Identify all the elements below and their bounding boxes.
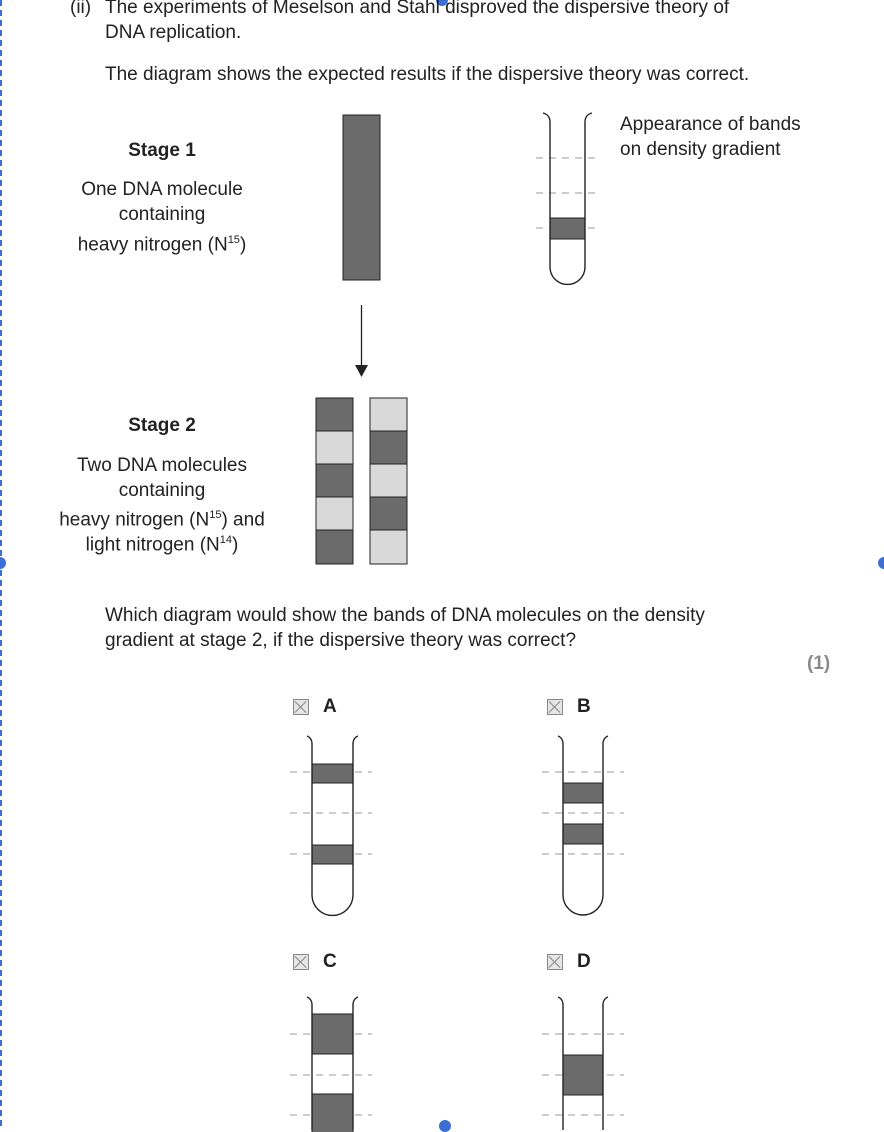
stage2-desc-2: containing <box>118 480 206 501</box>
question-number: (ii) <box>70 0 92 18</box>
option-a-checkbox[interactable] <box>293 699 309 715</box>
stage-arrow-head <box>355 365 368 377</box>
prompt-line-2: gradient at stage 2, if the dispersive theory was correct? <box>105 630 577 651</box>
option-a-band <box>312 845 353 864</box>
stage1-desc-1: One DNA molecule <box>81 179 243 200</box>
option-d-band <box>563 1055 603 1095</box>
option-b-band <box>563 824 603 844</box>
option-c[interactable] <box>293 951 337 973</box>
stage1-title: Stage 1 <box>128 140 196 161</box>
stage2-desc-4: light nitrogen $(N^{14})$ <box>85 534 239 556</box>
stage2-molecule-left <box>316 398 353 564</box>
stage2-molecule-right <box>370 398 407 564</box>
option-b-letter: B <box>577 696 591 717</box>
option-c-checkbox[interactable] <box>293 954 309 970</box>
stage2-title: Stage 2 <box>128 415 196 436</box>
stage1-dna-heavy-strand <box>343 115 380 280</box>
question-line-1: The experiments of Meselson and Stahl disproved the dispersive theory of <box>105 0 730 18</box>
selection-handle[interactable] <box>0 557 6 569</box>
stage2-desc-3: heavy nitrogen $(N^{15})$ and <box>59 509 265 531</box>
option-a-band <box>312 764 353 783</box>
selection-handle[interactable] <box>439 1120 451 1132</box>
option-b[interactable] <box>547 696 591 718</box>
diagram-intro: The diagram shows the expected results if the dispersive theory was correct. <box>105 64 750 85</box>
option-c-band <box>312 1014 353 1054</box>
prompt-line-1: Which diagram would show the bands of DNA molecules on the density <box>105 605 705 626</box>
option-d-letter: D <box>577 951 591 972</box>
option-c-band <box>312 1094 353 1132</box>
stage1-desc-2: containing <box>118 204 206 225</box>
option-d[interactable] <box>547 951 591 973</box>
option-b-checkbox[interactable] <box>547 699 563 715</box>
option-a-letter: A <box>323 696 337 717</box>
option-d-checkbox[interactable] <box>547 954 563 970</box>
gradient-label-1: Appearance of bands <box>620 114 801 135</box>
question-line-2: DNA replication. <box>105 22 242 43</box>
gradient-label-2: on density gradient <box>620 139 781 160</box>
selection-handle[interactable] <box>878 557 884 569</box>
option-b-band <box>563 783 603 803</box>
option-c-letter: C <box>323 951 337 972</box>
stage2-desc-1: Two DNA molecules <box>76 455 247 476</box>
stage1-desc-3: heavy nitrogen $(N^{15})$ <box>77 234 247 256</box>
option-a[interactable] <box>293 696 337 718</box>
marks-label: (1) <box>807 653 831 674</box>
stage1-band <box>550 218 585 239</box>
